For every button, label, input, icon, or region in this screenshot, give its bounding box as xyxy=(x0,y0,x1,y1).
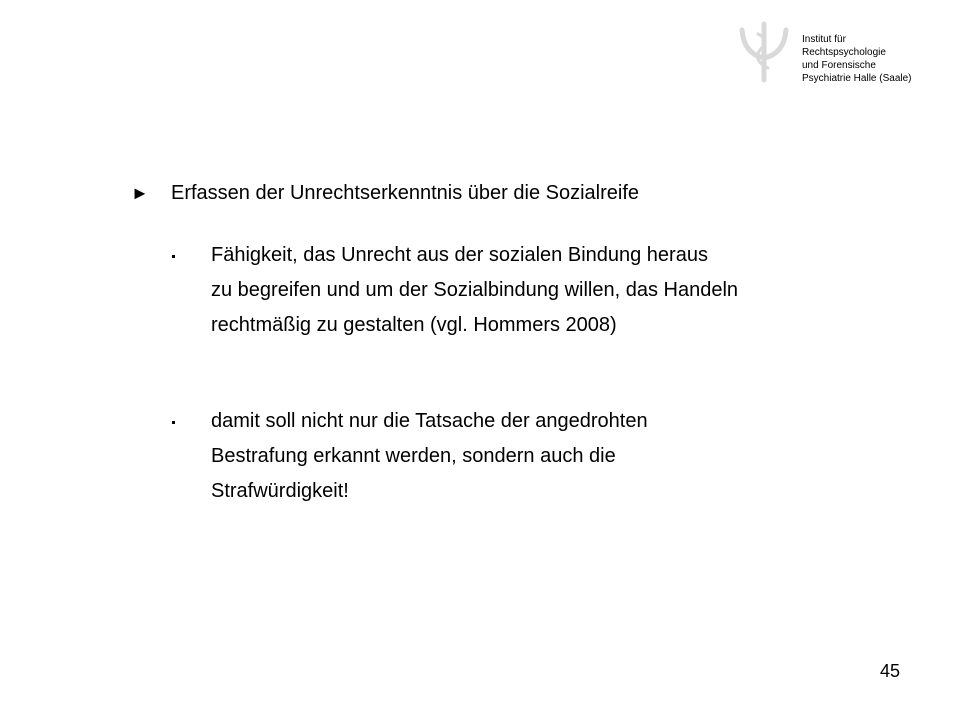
institute-line: Institut für xyxy=(802,34,846,45)
institute-line: Rechtspsychologie xyxy=(802,47,886,58)
institute-line: und Forensische xyxy=(802,60,876,71)
bullet-line: zu begreifen und um der Sozialbindung willen, das Handeln xyxy=(211,279,739,301)
bullet-item xyxy=(211,404,648,509)
bullet-icon xyxy=(172,421,176,425)
bullet-item xyxy=(211,238,738,343)
institute-line: Psychiatrie Halle (Saale) xyxy=(802,73,912,84)
arrow-bullet-icon: ► xyxy=(131,183,149,203)
bullet-line: Bestrafung erkannt werden, sondern auch die xyxy=(211,445,616,467)
bullet-icon xyxy=(172,255,176,259)
bullet-line: Strafwürdigkeit! xyxy=(211,480,349,502)
heading-text: Erfassen der Unrechtserkenntnis über die Sozialreife xyxy=(171,182,640,204)
bullet-line: rechtmäßig zu gestalten (vgl. Hommers 2008) xyxy=(211,314,617,336)
slide-heading xyxy=(131,179,639,207)
institute-name xyxy=(802,33,912,85)
page-number: 45 xyxy=(880,661,901,681)
bullet-line: Fähigkeit, das Unrecht aus der sozialen Bindung heraus xyxy=(211,244,708,266)
psi-logo-icon xyxy=(736,20,792,84)
bullet-line: damit soll nicht nur die Tatsache der angedrohten xyxy=(211,410,648,432)
